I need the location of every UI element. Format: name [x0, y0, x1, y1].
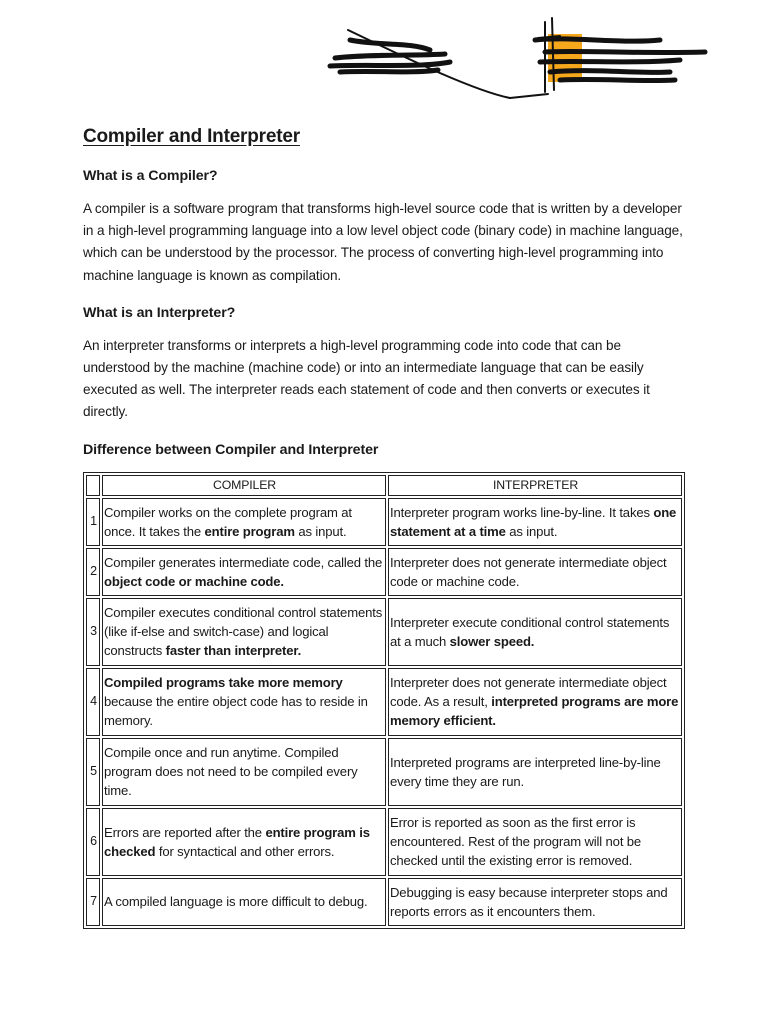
table-row: [86, 808, 682, 876]
compiler-cell: [102, 548, 386, 596]
cell-text: Compiler generates intermediate code, called the: [104, 554, 383, 570]
interpreter-cell: [388, 738, 682, 806]
table-row: [86, 548, 682, 596]
interpreter-cell: [388, 598, 682, 666]
cell-text: Interpreter execute conditional control statements at a much: [390, 614, 670, 649]
row-number: 3: [86, 598, 100, 666]
interpreter-cell: [388, 498, 682, 546]
table-row: [86, 668, 682, 736]
cell-bold-text: Compiled programs take more memory: [104, 675, 343, 691]
comparison-table: [83, 472, 685, 929]
redaction-scribble: [320, 10, 710, 110]
cell-text: Debugging is easy because interpreter stops and reports errors as it encounters them.: [390, 884, 668, 919]
paragraph-compiler: A compiler is a software program that transforms high-level source code that is written by a developer in a high-level programming language into a low level object code (binary code) in machine language, which can be understood by the processor. The process of converting high-level programming into machine language is known as compilation.: [83, 201, 683, 283]
row-number: 1: [86, 498, 100, 546]
page-title: Compiler and Interpreter: [83, 126, 300, 147]
table-row: [86, 498, 682, 546]
cell-text: Interpreter does not generate intermediate object code. As a result,: [390, 675, 667, 710]
row-number: 7: [86, 878, 100, 926]
header-number-cell: [86, 475, 100, 496]
cell-text: Compiler works on the complete program at once. It takes the: [104, 504, 352, 539]
compiler-cell: [102, 808, 386, 876]
compiler-cell: [102, 878, 386, 926]
cell-bold-text: one statement at a time: [390, 504, 677, 539]
interpreter-cell: [388, 808, 682, 876]
cell-text: Interpreter program works line-by-line. It takes: [390, 504, 654, 520]
table-row: [86, 878, 682, 926]
row-number: 4: [86, 668, 100, 736]
cell-text: as input.: [294, 523, 347, 539]
cell-text: Error is reported as soon as the first error is encountered. Rest of the program will not be checked until the existing error is removed.: [390, 815, 642, 869]
compiler-cell: [102, 598, 386, 666]
compiler-cell: [102, 668, 386, 736]
cell-bold-text: faster than interpreter.: [165, 643, 302, 659]
compiler-cell: [102, 498, 386, 546]
cell-bold-text: slower speed.: [449, 633, 535, 649]
cell-bold-text: entire program is checked: [104, 824, 370, 859]
document-body: [83, 126, 685, 929]
cell-text: Compile once and run anytime. Compiled program does not need to be compiled every time.: [104, 745, 358, 799]
interpreter-cell: [388, 668, 682, 736]
table-row: [86, 738, 682, 806]
cell-text: Errors are reported after the: [104, 824, 266, 840]
cell-text: as input.: [505, 523, 558, 539]
cell-text: Compiler executes conditional control statements (like if-else and switch-case) and logical constructs: [104, 605, 383, 659]
row-number: 5: [86, 738, 100, 806]
cell-bold-text: interpreted programs are more memory efficient.: [390, 694, 679, 729]
cell-text: because the entire object code has to reside in memory.: [104, 694, 368, 729]
header-interpreter: INTERPRETER: [388, 475, 682, 496]
interpreter-cell: [388, 548, 682, 596]
table-header-row: [86, 475, 682, 496]
cell-text: Interpreted programs are interpreted line-by-line every time they are run.: [390, 754, 661, 789]
section-heading-difference: Difference between Compiler and Interpreter: [83, 441, 379, 458]
section-heading-interpreter: What is an Interpreter?: [83, 304, 236, 321]
header-compiler: COMPILER: [102, 475, 386, 496]
cell-text: Interpreter does not generate intermediate object code or machine code.: [390, 554, 667, 589]
interpreter-cell: [388, 878, 682, 926]
cell-bold-text: object code or machine code.: [104, 573, 284, 589]
compiler-cell: [102, 738, 386, 806]
section-heading-compiler: What is a Compiler?: [83, 168, 218, 184]
row-number: 2: [86, 548, 100, 596]
cell-text: for syntactical and other errors.: [155, 843, 335, 859]
table-row: [86, 598, 682, 666]
paragraph-interpreter: An interpreter transforms or interprets a high-level programming code into code that can be understood by the machine (machine code) or into an intermediate language that can be easily executed as well. The interpreter reads each statement of code and then converts or executes it directly.: [83, 337, 650, 420]
cell-bold-text: entire program: [204, 523, 295, 539]
cell-text: A compiled language is more difficult to debug.: [104, 894, 368, 910]
row-number: 6: [86, 808, 100, 876]
